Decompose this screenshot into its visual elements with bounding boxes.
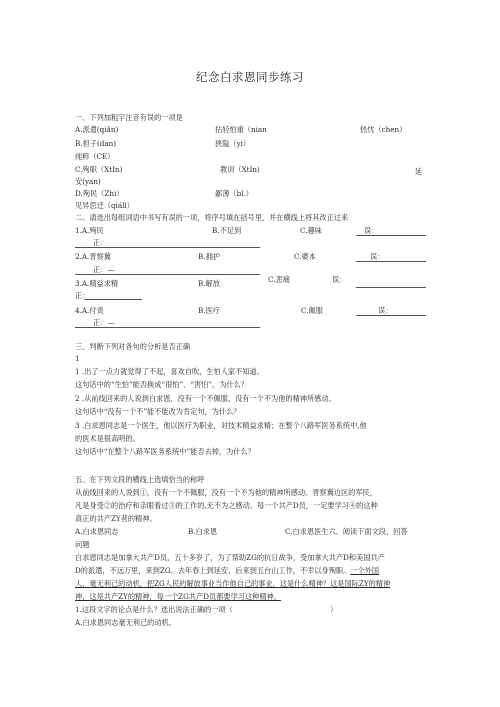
- s2-row3-c: C.悲痛: [268, 275, 290, 284]
- option-b2: 狭隘（yi）: [215, 139, 251, 148]
- s6-option-a: A.白求恩同志毫无利己的动机。: [75, 618, 176, 627]
- s5-option-c: C.白求恩医生六、阅读下面文段，回答: [285, 527, 408, 536]
- s2-row1-c: C.趣味: [300, 226, 322, 235]
- option-a3: 热忱（chen）: [360, 125, 407, 134]
- s2-row1-wrong: 误：: [364, 226, 379, 235]
- section1-heading: 一、下列加粗字注音有误的一项是: [75, 113, 183, 122]
- s2-row4-c: C.佩服: [301, 306, 323, 315]
- s2-row2-a: 2.A.晋察冀: [75, 252, 111, 261]
- blank-line: [75, 274, 260, 275]
- option-d2: 鄙薄（bl.）: [215, 189, 253, 198]
- s3-question-2: 这句话中“没有一个不”能不能改为肯定句，为什么？: [75, 407, 241, 416]
- option-a2: 拈轻怕重（nian: [215, 125, 267, 134]
- s3-number: 1: [75, 354, 80, 363]
- s3-sentence-3: 3 .白求恩同志是一个医生，他以医疗为职业，对技术精益求精；在整个八路军医务系统中,他: [75, 421, 367, 430]
- option-a1: A.派遣(qiǎn): [75, 125, 119, 134]
- s2-row4-correct: 正：—: [93, 318, 115, 327]
- s5-passage-3: 真正的共产ZY者的精神。: [75, 514, 157, 523]
- s5-option-b: B.白求恩: [188, 527, 218, 536]
- option-c3: 延: [415, 167, 423, 176]
- s5-option-a: A.白求恩同志: [75, 527, 119, 536]
- s3-sentence-3-cont: 的医术是很高明的。: [75, 434, 140, 443]
- s2-row2-c: C.婆本: [294, 252, 316, 261]
- s6-text-2: [75, 566, 379, 575]
- s2-row1-b: B.不足到: [212, 226, 242, 235]
- section2-heading: 二、请选出每组词语中书写有误的一项，将序号填在括号里，并在横线上将其改正过来: [75, 213, 349, 222]
- s6-text-2-underlined: 一个外国: [350, 566, 380, 575]
- s5-passage-1: 从前线回来的人说到①，没有一个不佩服，没有一个不为他的精神所感动。晋察冀边区的军民，: [75, 488, 377, 497]
- s2-row1-a: 1.A.殉民: [75, 226, 104, 235]
- s6-text-1: 白求恩同志是加拿大共产D员，五十多岁了，为了帮助ZG的抗日战争，受加拿大共产D和美国共产: [75, 553, 385, 562]
- s3-question-1: 这句话中的“生怕”能否换成“很怕”、“害怕”，为什么？: [75, 380, 248, 389]
- s2-row3-correct: 正：: [75, 291, 90, 300]
- s2-row4-wrong: 误：: [378, 306, 393, 315]
- s2-row3-wrong: 误：: [332, 275, 347, 284]
- blank-line: [75, 327, 260, 328]
- option-b1: B.担子(dan): [75, 139, 117, 148]
- section5-heading: 五、在下列文段的横线上选填恰当的称呼: [75, 475, 205, 484]
- blank-line: [356, 315, 426, 316]
- s3-sentence-1: 1 .出了一点力就觉得了不起，喜欢自吹，生怕人家不知道。: [75, 367, 264, 376]
- s2-row4-b: B.医疗: [198, 306, 220, 315]
- option-d1: D.殉民（Zhi）: [75, 189, 124, 198]
- s2-row1-correct: 正：: [93, 238, 108, 247]
- page-title: 纪念白求恩同步练习: [196, 70, 304, 84]
- option-c1: C.殉职（XtIn): [75, 165, 123, 174]
- option-b3: 纯粹（CE）: [75, 152, 115, 161]
- s3-question-3: 这句话中“在整个八路军医务系统中”能否去掉，为什么？: [75, 447, 255, 456]
- s3-sentence-2: 2 .从前线回来的人说到白求恩，没有一个不佩服，没有一个不为他的精神所感动。: [75, 394, 336, 403]
- option-c2: 教训（XtIn): [220, 165, 260, 174]
- blank-line: [75, 247, 260, 248]
- s6-question-1: 1.这段文字的论点是什么？选出说法正确的一项（: [75, 605, 233, 614]
- s2-row3-b: B.解放: [198, 279, 220, 288]
- s5-passage-2: 凡是身受②的治疗和亲眼看过③的工作的,无不为之感动。每一个共产D员，一定要学习④的这种: [75, 501, 378, 510]
- s6-question-1-paren: ）: [330, 605, 338, 614]
- option-c4: 安(yan): [75, 177, 101, 186]
- blank-line: [356, 261, 426, 262]
- s2-row4-a: 4.A.付责: [75, 306, 104, 315]
- option-d3: 见异思迁（qiáll）: [75, 201, 134, 210]
- s2-row3-a: 3.A.精益求精: [75, 279, 119, 288]
- s6-text-2-plain: D的派遣，不远万里，来到ZG。去年春上到延安，后来到五台山工作，不幸以身殉职。: [75, 566, 351, 575]
- s2-row2-wrong: 误：: [370, 252, 385, 261]
- s6-text-3: 人，毫无利己的动机，把ZG人民的解放事业当作他自己的事业，这是什么精神？这是国际ZY的精神: [75, 579, 391, 588]
- blank-line: [84, 299, 142, 300]
- section3-heading: 三、判断下列对各句的分析是否正确: [75, 342, 191, 351]
- s6-text-4: 神，这是共产ZY的精神，每一个ZG共产D员都要学习这种精神。: [75, 592, 281, 601]
- blank-line: [356, 287, 426, 288]
- s2-row2-correct: 正：—: [93, 265, 115, 274]
- blank-line: [356, 235, 426, 236]
- s2-row2-b: B.拥护: [198, 252, 220, 261]
- section6-question-word: 问题: [75, 540, 90, 549]
